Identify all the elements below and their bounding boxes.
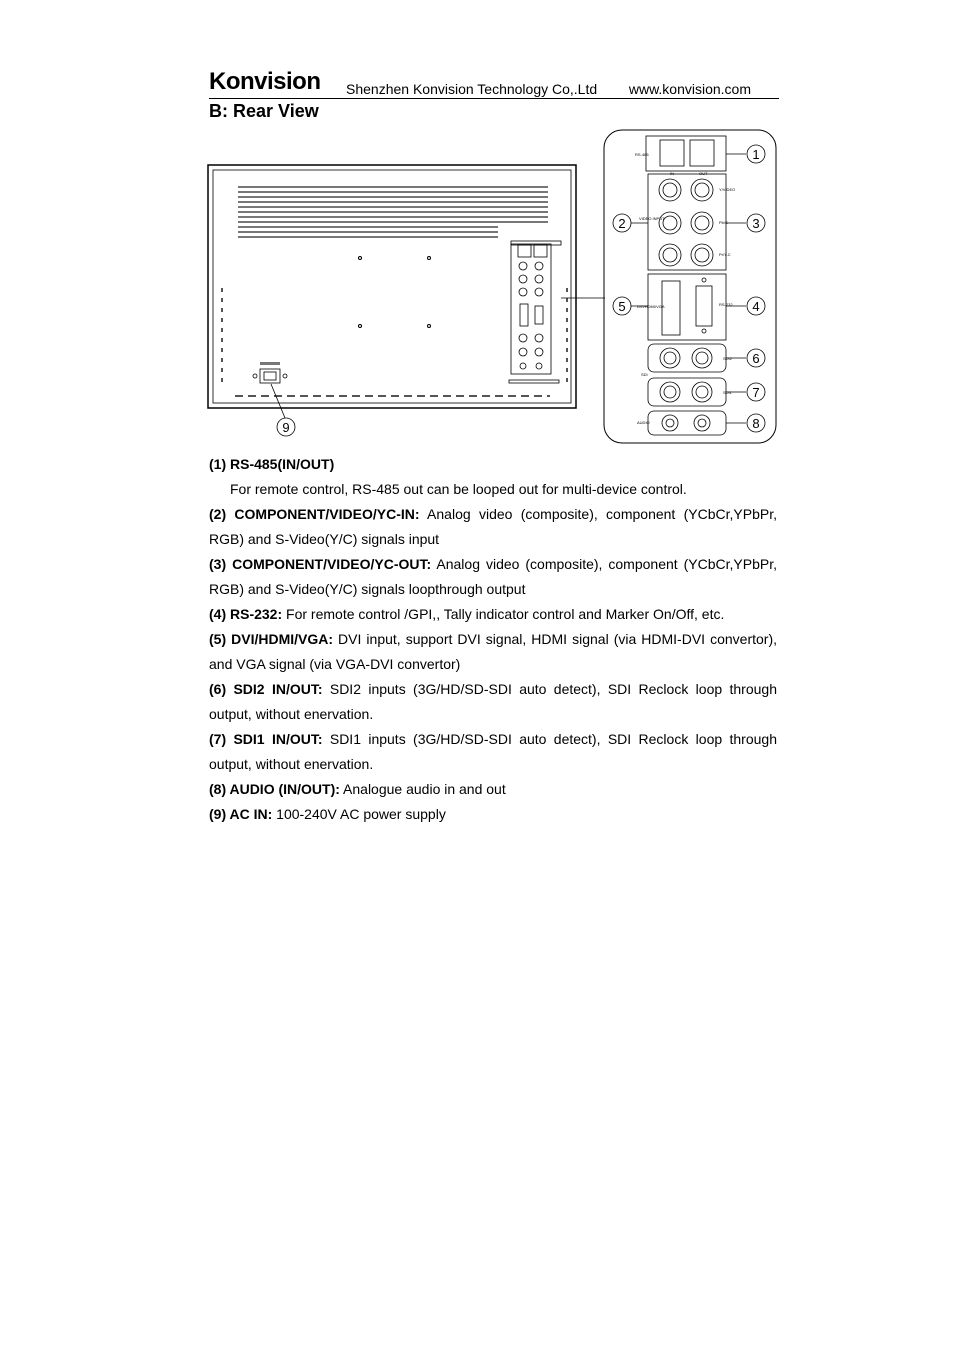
svg-text:DVI/HDMI/VGA: DVI/HDMI/VGA xyxy=(637,304,665,309)
svg-text:VIDEO INPUT: VIDEO INPUT xyxy=(639,216,665,221)
rs485-ports xyxy=(646,136,726,171)
callout-2: 2 xyxy=(618,216,626,231)
section-title: B: Rear View xyxy=(209,101,319,121)
item-9: (9) AC IN: 100-240V AC power supply xyxy=(209,806,446,822)
svg-text:SDI2: SDI2 xyxy=(723,356,732,361)
item-8: (8) AUDIO (IN/OUT): Analogue audio in and out xyxy=(209,781,506,797)
company-name: Shenzhen Konvision Technology Co,.Ltd xyxy=(346,81,598,97)
svg-text:SDI1: SDI1 xyxy=(723,390,732,395)
connector-descriptions xyxy=(209,452,777,827)
ac-inlet xyxy=(253,362,287,383)
svg-text:RS-485: RS-485 xyxy=(635,152,649,157)
svg-text:IN: IN xyxy=(670,171,674,176)
sdi1-bnc-ports xyxy=(648,378,726,406)
item-7: (7) SDI1 IN/OUT: SDI1 inputs (3G/HD/SD-SDI auto detect), SDI Reclock loop through output, without enervation. xyxy=(209,731,777,772)
svg-text:OUT: OUT xyxy=(699,171,708,176)
item-3: (3) COMPONENT/VIDEO/YC-OUT: Analog video (composite), component (YCbCr,YPbPr, RGB) and S-Video(Y/C) signals loopthrough output xyxy=(209,556,777,597)
callout-6: 6 xyxy=(752,351,760,366)
item-1-desc: For remote control, RS-485 out can be looped out for multi-device control. xyxy=(230,481,687,497)
callout-4: 4 xyxy=(752,299,760,314)
callout-5: 5 xyxy=(618,299,626,314)
page-header xyxy=(209,68,779,99)
svg-text:AUDIO: AUDIO xyxy=(637,420,650,425)
audio-ports xyxy=(648,411,726,435)
item-4: (4) RS-232: For remote control /GPI,, Tally indicator control and Marker On/Off, etc. xyxy=(209,606,725,622)
svg-text:SDI: SDI xyxy=(641,372,648,377)
sdi2-bnc-ports xyxy=(648,344,726,372)
item-6: (6) SDI2 IN/OUT: SDI2 inputs (3G/HD/SD-SDI auto detect), SDI Reclock loop through output, without enervation. xyxy=(209,681,777,722)
callout-1: 1 xyxy=(752,147,760,162)
callout-3: 3 xyxy=(752,216,760,231)
monitor-connector-panel xyxy=(509,241,561,383)
item-2: (2) COMPONENT/VIDEO/YC-IN: Analog video (composite), component (YCbCr,YPbPr, RGB) and S-Video(Y/C) signals input xyxy=(209,506,777,547)
callout-7: 7 xyxy=(752,385,760,400)
component-bnc-ports xyxy=(648,174,726,270)
vent-grid xyxy=(238,186,548,238)
rear-view-diagram xyxy=(205,128,780,446)
callout-9: 9 xyxy=(282,420,290,435)
svg-text:RS-232: RS-232 xyxy=(719,302,733,307)
konvision-logo: Konvision xyxy=(209,68,321,95)
svg-text:Pr/Y-C: Pr/Y-C xyxy=(719,252,731,257)
svg-text:Y/VIDEO: Y/VIDEO xyxy=(719,187,736,192)
item-1: (1) RS-485(IN/OUT) xyxy=(209,456,335,472)
item-5: (5) DVI/HDMI/VGA: DVI input, support DVI signal, HDMI signal (via HDMI-DVI convertor), and VGA signal (via VGA-DVI convertor) xyxy=(209,631,778,672)
svg-text:Pb/C: Pb/C xyxy=(719,220,728,225)
callout-8: 8 xyxy=(752,416,760,431)
website-url: www.konvision.com xyxy=(628,81,751,97)
